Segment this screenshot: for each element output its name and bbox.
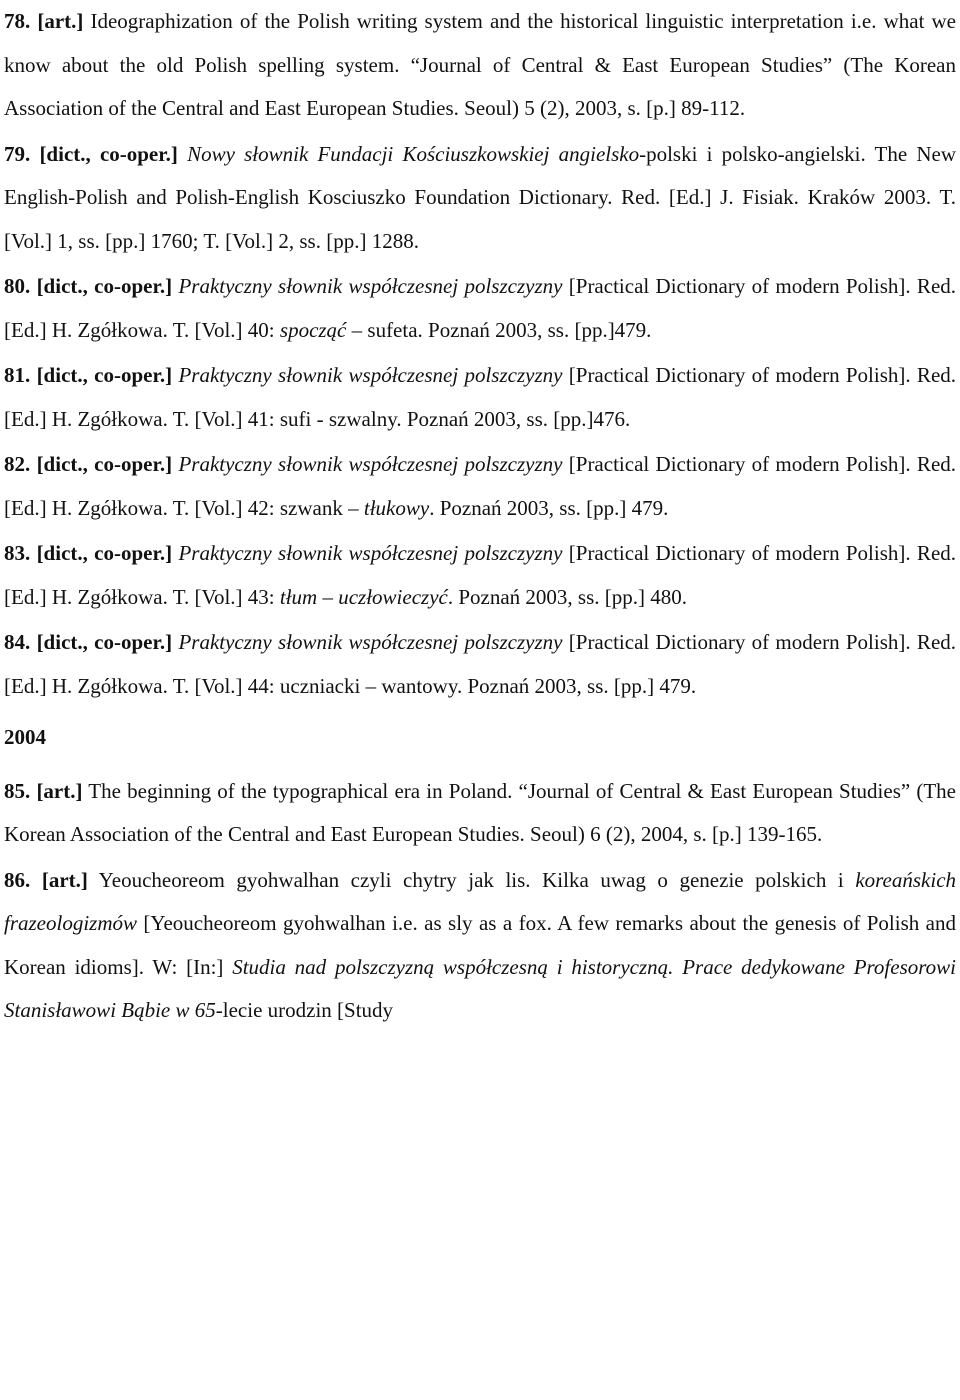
- entry-type-tag: [art.]: [37, 9, 84, 33]
- year-heading: 2004: [4, 725, 46, 749]
- entry-text: [Practical Dictionary of modern Polish]. Red. [Ed.] H. Zgółkowa. T. [Vol.] 40:: [4, 274, 957, 342]
- entry-type-tag: [art.]: [36, 778, 83, 803]
- entry-italic-text: spocząć: [279, 317, 347, 342]
- entry-italic-text: Nowy słownik Fundacji Kościuszkowskiej angielsko: [187, 141, 640, 166]
- entry-text: -lecie urodzin [Study: [215, 998, 394, 1022]
- entry-italic-text: tłukowy: [363, 495, 430, 520]
- bibliography-entry: [4, 354, 956, 441]
- entry-type-tag: [dict., co-oper.]: [36, 274, 173, 298]
- entry-italic-text: Praktyczny słownik współczesnej polszczyzny: [178, 541, 563, 565]
- bibliography-page: [4, 0, 956, 1033]
- bibliography-entry: [4, 443, 956, 530]
- entry-italic-text: Studia nad polszczyzną współczesną i historyczną. Prace dedykowane Profesorowi Stanisławowi Bąbie w 65: [4, 954, 956, 1022]
- entry-type-tag: [dict., co-oper.]: [36, 452, 173, 476]
- entry-text: [178, 142, 187, 166]
- entry-italic-text: koreańskich frazeologizmów: [4, 867, 957, 935]
- entry-text: The beginning of the typographical era in Poland. “Journal of Central & East European Studies” (The Korean Association of the Central and East European Studies. Seoul) 6 (2), 2004, s. [p.] 139-165.: [4, 778, 957, 846]
- bibliography-entry: [4, 532, 956, 619]
- entry-number: 83.: [4, 541, 31, 565]
- bibliography-entry: [4, 770, 956, 857]
- entry-text: [Yeoucheoreom gyohwalhan i.e. as sly as a fox. A few remarks about the genesis of Polish and Korean idioms]. W: [In:]: [4, 911, 956, 979]
- entry-type-tag: [dict., co-oper.]: [36, 630, 173, 654]
- entry-number: 84.: [4, 630, 31, 654]
- entry-type-tag: [art.]: [41, 867, 88, 892]
- entry-type-tag: [dict., co-oper.]: [36, 363, 173, 387]
- bibliography-list-2003: [4, 0, 956, 708]
- bibliography-entry: [4, 621, 956, 708]
- entry-text: [Practical Dictionary of modern Polish]. Red. [Ed.] H. Zgółkowa. T. [Vol.] 43:: [4, 541, 957, 609]
- bibliography-entry: [4, 859, 956, 1033]
- entry-italic-text: Praktyczny słownik współczesnej polszczyzny: [178, 274, 563, 298]
- entry-number: 85.: [4, 778, 31, 803]
- entry-number: 86.: [4, 867, 31, 892]
- entry-italic-text: Praktyczny słownik współczesnej polszczyzny: [178, 363, 563, 387]
- entry-text: – sufeta. Poznań 2003, ss. [pp.]479.: [346, 317, 652, 342]
- entry-text: [Practical Dictionary of modern Polish]. Red. [Ed.] H. Zgółkowa. T. [Vol.] 44: uczniacki – wantowy. Poznań 2003, ss. [pp.] 479.: [4, 630, 957, 698]
- entry-number: 80.: [4, 274, 31, 298]
- entry-text: . Poznań 2003, ss. [pp.] 480.: [447, 584, 688, 609]
- entry-number: 81.: [4, 363, 31, 387]
- entry-text: [Practical Dictionary of modern Polish]. Red. [Ed.] H. Zgółkowa. T. [Vol.] 42: szwank –: [4, 452, 957, 520]
- entry-text: Ideographization of the Polish writing system and the historical linguistic interpretation i.e. what we know about the old Polish spelling system. “Journal of Central & East European Studies” (The Korean Association of the Central and East European Studies. Seoul) 5 (2), 2003, s. [p.] 89-112.: [4, 9, 956, 120]
- entry-text: [Practical Dictionary of modern Polish]. Red. [Ed.] H. Zgółkowa. T. [Vol.] 41: sufi - szwalny. Poznań 2003, ss. [pp.]476.: [4, 363, 957, 431]
- entry-text: -polski i polsko-angielski. The New English-Polish and Polish-English Kosciuszko Foundation Dictionary. Red. [Ed.] J. Fisiak. Kraków 2003. T. [Vol.] 1, ss. [pp.] 1760; T. [Vol.] 2, ss. [pp.] 1288.: [4, 141, 956, 253]
- entry-number: 79.: [4, 141, 31, 166]
- entry-italic-text: Praktyczny słownik współczesnej polszczyzny: [178, 452, 563, 476]
- entry-italic-text: tłum – uczłowieczyć: [279, 584, 448, 609]
- entry-italic-text: Praktyczny słownik współczesnej polszczyzny: [178, 630, 563, 654]
- bibliography-entry: [4, 133, 956, 264]
- entry-text: Yeoucheoreom gyohwalhan czyli chytry jak lis. Kilka uwag o genezie polskich i: [87, 867, 856, 892]
- entry-number: 78.: [4, 9, 31, 33]
- bibliography-entry: [4, 0, 956, 131]
- bibliography-list-2004: [4, 770, 956, 1033]
- entry-type-tag: [dict., co-oper.]: [39, 141, 178, 166]
- entry-type-tag: [dict., co-oper.]: [36, 541, 173, 565]
- entry-text: . Poznań 2003, ss. [pp.] 479.: [429, 495, 669, 520]
- bibliography-entry: [4, 265, 956, 352]
- entry-number: 82.: [4, 452, 31, 476]
